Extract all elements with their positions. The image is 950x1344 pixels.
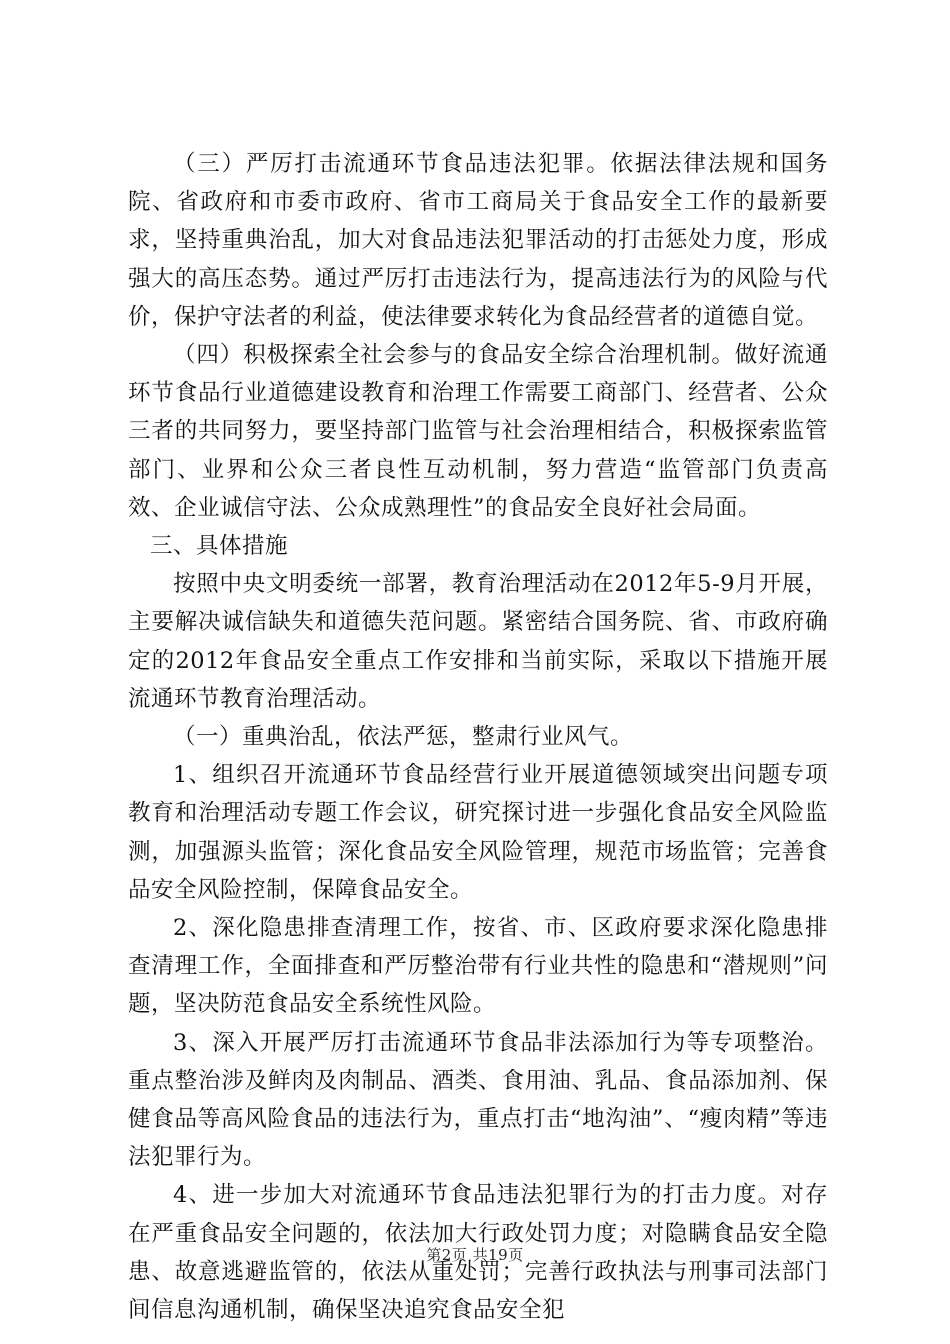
paragraph-section-3: （三）严厉打击流通环节食品违法犯罪。依据法律法规和国务院、省政府和市委市政府、省市工商局关于食品安全工作的最新要求，坚持重典治乱，加大对食品违法犯罪活动的打击惩处力度，形成强大的高压态势。通过严厉打击违法行为，提高违法行为的风险与代价，保护守法者的利益，使法律要求转化为食品经营者的道德自觉。 [128,151,828,330]
paragraph-item-4: 4、进一步加大对流通环节食品违法犯罪行为的打击力度。对存在严重食品安全问题的，依法加大行政处罚力度；对隐瞒食品安全隐患、故意逃避监管的，依法从重处罚；完善行政执法与刑事司法部门间信息沟通机制，确保坚决追究食品安全犯 [128,1182,828,1324]
paragraph-intro-measures: 按照中央文明委统一部署，教育治理活动在2012年5-9月开展，主要解决诚信缺失和道德失范问题。紧密结合国务院、省、市政府确定的2012年食品安全重点工作安排和当前实际，采取以下措施开展流通环节教育治理活动。 [128,571,828,712]
page-number-footer: 第2页 共19页 [426,1246,524,1264]
paragraph-item-1: 1、组织召开流通环节食品经营行业开展道德领域突出问题专项教育和治理活动专题工作会议，研究探讨进一步强化食品安全风险监测，加强源头监管；深化食品安全风险管理，规范市场监管；完善食品安全风险控制，保障食品安全。 [128,762,828,903]
subheading-measure-1: （一）重典治乱，依法严惩，整肃行业风气。 [173,724,634,751]
paragraph-item-3: 3、深入开展严厉打击流通环节食品非法添加行为等专项整治。重点整治涉及鲜肉及肉制品、酒类、食用油、乳品、食品添加剂、保健食品等高风险食品的违法行为，重点打击“地沟油”、“瘦肉精”等违法犯罪行为。 [128,1029,828,1171]
heading-specific-measures: 三、具体措施 [150,533,289,560]
document-body [128,145,828,1329]
paragraph-item-2: 2、深化隐患排查清理工作，按省、市、区政府要求深化隐患排查清理工作，全面排查和严厉整治带有行业共性的隐患和“潜规则”问题，坚决防范食品安全系统性风险。 [128,915,828,1018]
paragraph-section-4: （四）积极探索全社会参与的食品安全综合治理机制。做好流通环节食品行业道德建设教育和治理工作需要工商部门、经营者、公众三者的共同努力，要坚持部门监管与社会治理相结合，积极探索监管部门、业界和公众三者良性互动机制，努力营造“监管部门负责高效、企业诚信守法、公众成熟理性”的食品安全良好社会局面。 [128,342,828,521]
